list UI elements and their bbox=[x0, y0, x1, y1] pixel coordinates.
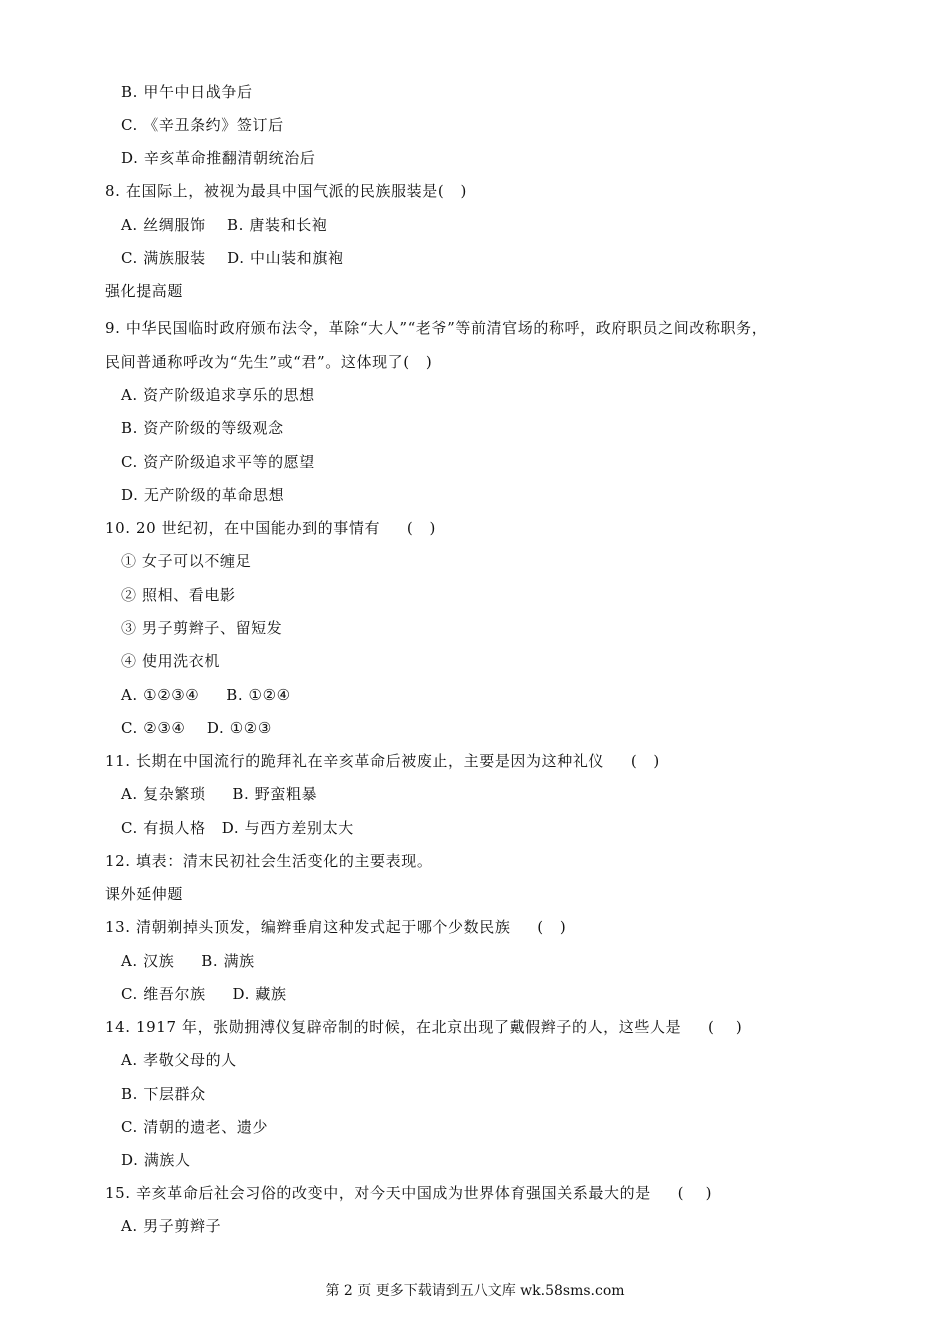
option-line: C. ②③④ D. ①②③ bbox=[121, 719, 272, 737]
option-line: ② 照相、看电影 bbox=[121, 586, 236, 604]
option-line: B. 下层群众 bbox=[121, 1085, 206, 1103]
question-line: 10. 20 世纪初，在中国能办到的事情有 ( ) bbox=[105, 519, 436, 537]
option-line: C. 有损人格 D. 与西方差别太大 bbox=[121, 819, 354, 837]
page-footer: 第 2 页 更多下载请到五八文库 wk.58sms.com bbox=[325, 1283, 625, 1299]
option-line: C. 资产阶级追求平等的愿望 bbox=[121, 453, 315, 471]
option-line: B. 资产阶级的等级观念 bbox=[121, 419, 284, 437]
option-line: ③ 男子剪辫子、留短发 bbox=[121, 619, 283, 637]
section-heading: 课外延伸题 bbox=[105, 885, 184, 903]
question-line: 15. 辛亥革命后社会习俗的改变中，对今天中国成为世界体育强国关系最大的是 ( ) bbox=[105, 1184, 713, 1202]
option-line: A. 资产阶级追求享乐的思想 bbox=[121, 386, 315, 404]
option-line: A. 孝敬父母的人 bbox=[121, 1051, 237, 1069]
option-line: C. 维吾尔族 D. 藏族 bbox=[121, 985, 287, 1003]
option-line: D. 辛亥革命推翻清朝统治后 bbox=[121, 149, 316, 167]
question-line: 8. 在国际上，被视为最具中国气派的民族服装是( ) bbox=[105, 182, 467, 200]
question-line: 11. 长期在中国流行的跪拜礼在辛亥革命后被废止，主要是因为这种礼仪 ( ) bbox=[105, 752, 660, 770]
question-line: 13. 清朝剃掉头顶发，编辫垂肩这种发式起于哪个少数民族 ( ) bbox=[105, 918, 567, 936]
option-line: C. 满族服装 D. 中山装和旗袍 bbox=[121, 249, 344, 267]
option-line: D. 无产阶级的革命思想 bbox=[121, 486, 285, 504]
question-line: 12. 填表：清末民初社会生活变化的主要表现。 bbox=[105, 852, 433, 870]
option-line: A. 丝绸服饰 B. 唐装和长袍 bbox=[121, 216, 328, 234]
question-line: 14. 1917 年，张勋拥溥仪复辟帝制的时候，在北京出现了戴假辫子的人，这些人是 ( ) bbox=[105, 1018, 743, 1036]
option-line: C. 清朝的遗老、遗少 bbox=[121, 1118, 269, 1136]
option-line: A. 汉族 B. 满族 bbox=[121, 952, 255, 970]
question-line: 民间普通称呼改为“先生”或“君”。这体现了( ) bbox=[105, 353, 433, 371]
section-heading: 强化提高题 bbox=[105, 282, 184, 300]
option-line: ① 女子可以不缠足 bbox=[121, 552, 252, 570]
option-line: C. 《辛丑条约》签订后 bbox=[121, 116, 284, 134]
option-line: A. 复杂繁琐 B. 野蛮粗暴 bbox=[121, 785, 318, 803]
option-line: B. 甲午中日战争后 bbox=[121, 83, 253, 101]
question-line: 9. 中华民国临时政府颁布法令，革除“大人”“老爷”等前清官场的称呼，政府职员之间改称职务， bbox=[105, 319, 768, 337]
option-line: ④ 使用洗衣机 bbox=[121, 652, 220, 670]
option-line: A. 男子剪辫子 bbox=[121, 1217, 222, 1235]
option-line: D. 满族人 bbox=[121, 1151, 191, 1169]
option-line: A. ①②③④ B. ①②④ bbox=[121, 686, 291, 704]
